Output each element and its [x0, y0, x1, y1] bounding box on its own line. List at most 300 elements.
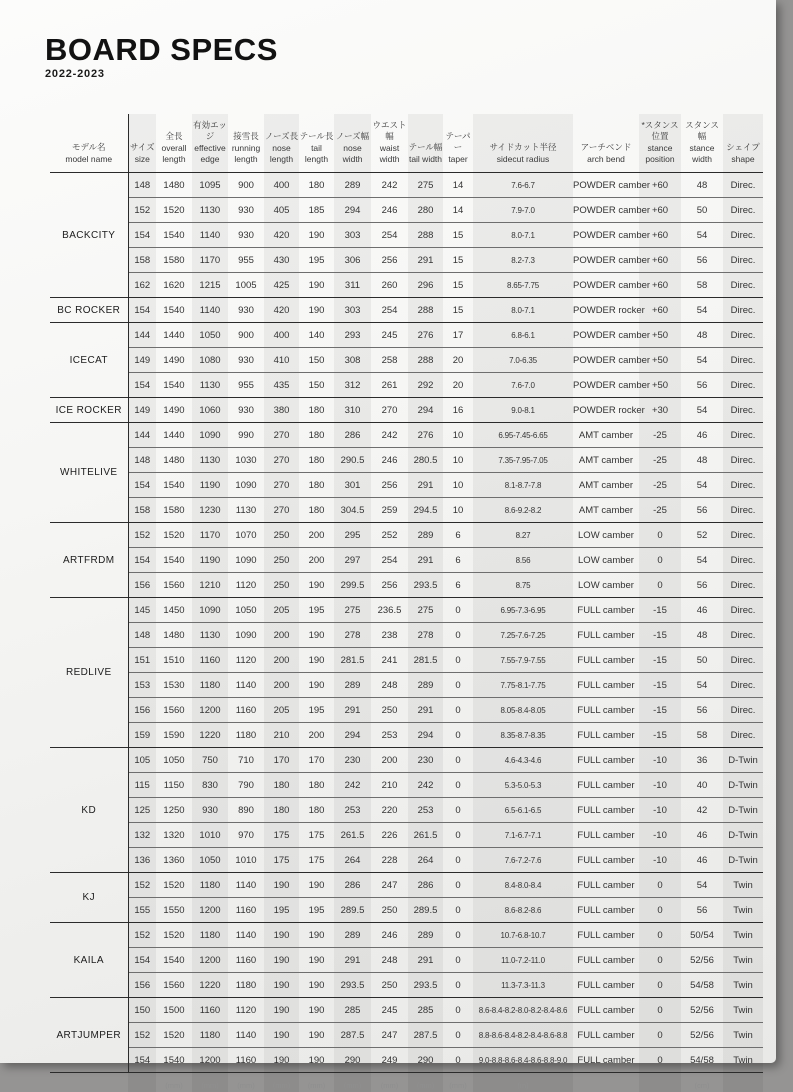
spec-cell: 210	[371, 773, 408, 798]
header-cell-stance-position	[639, 114, 681, 173]
spec-cell: 0	[443, 848, 473, 873]
header-label-jp: 接雪長	[233, 131, 259, 142]
spec-cell: 7.75-8.1-7.75	[473, 673, 573, 698]
header-label-jp: テーパー	[445, 130, 471, 153]
spec-cell: 190	[264, 973, 299, 998]
spec-cell: 175	[264, 823, 299, 848]
table-row	[50, 998, 763, 1023]
spec-cell: 256	[371, 573, 408, 598]
spec-cell: 56	[681, 898, 723, 923]
spec-cell: 36	[681, 748, 723, 773]
spec-cell: 1520	[156, 198, 192, 223]
spec-cell: 0	[443, 798, 473, 823]
spec-cell: +60	[639, 273, 681, 298]
spec-cell: 275	[334, 598, 371, 623]
header-cell-tail-length	[299, 114, 334, 173]
specs-table	[50, 114, 763, 1092]
spec-cell: D-Twin	[723, 748, 763, 773]
spec-cell: 115	[128, 773, 156, 798]
spec-cell: 1540	[156, 298, 192, 323]
spec-cell: 294	[408, 723, 443, 748]
table-row	[50, 848, 763, 873]
spec-cell: 190	[299, 623, 334, 648]
spec-cell: 0	[639, 948, 681, 973]
spec-cell: 0	[639, 898, 681, 923]
spec-cell: 259	[371, 498, 408, 523]
spec-cell: +60	[639, 298, 681, 323]
header-cell-size	[128, 114, 156, 173]
spec-cell: 205	[264, 598, 299, 623]
spec-cell: 254	[371, 548, 408, 573]
spec-cell: 1620	[156, 273, 192, 298]
spec-cell: 56	[681, 573, 723, 598]
spec-cell: 1540	[156, 473, 192, 498]
spec-cell: 1130	[192, 448, 228, 473]
spec-cell: 1005	[228, 273, 264, 298]
table-row	[50, 373, 763, 398]
spec-cell: 400	[264, 323, 299, 348]
spec-cell: 180	[299, 398, 334, 423]
spec-cell: Direc.	[723, 298, 763, 323]
spec-cell: 195	[299, 248, 334, 273]
spec-cell: 930	[192, 798, 228, 823]
spec-cell: 152	[128, 923, 156, 948]
spec-cell: 190	[299, 648, 334, 673]
spec-cell: 17	[443, 323, 473, 348]
spec-cell: 955	[228, 248, 264, 273]
table-row	[50, 898, 763, 923]
spec-cell: Direc.	[723, 698, 763, 723]
table-row	[50, 423, 763, 448]
header-cell-taper	[443, 114, 473, 173]
spec-cell: POWDER camber	[573, 273, 639, 298]
spec-cell: 0	[639, 998, 681, 1023]
spec-cell: 1170	[192, 523, 228, 548]
spec-cell: 1050	[192, 323, 228, 348]
spec-cell: 289	[334, 923, 371, 948]
spec-cell: 185	[299, 198, 334, 223]
spec-cell: 6	[443, 523, 473, 548]
spec-cell: 195	[299, 698, 334, 723]
table-row	[50, 973, 763, 998]
spec-cell: 148	[128, 623, 156, 648]
spec-cell: 241	[371, 648, 408, 673]
spec-cell: 291	[334, 698, 371, 723]
spec-cell: 890	[228, 798, 264, 823]
spec-cell: 1140	[192, 298, 228, 323]
spec-cell: 245	[371, 323, 408, 348]
spec-cell: 170	[264, 748, 299, 773]
spec-cell: 261.5	[408, 823, 443, 848]
spec-cell: 238	[371, 623, 408, 648]
spec-cell: -15	[639, 648, 681, 673]
spec-cell: 289	[408, 923, 443, 948]
spec-cell: 46	[681, 423, 723, 448]
specs-table-body	[50, 173, 763, 1073]
spec-cell: 154	[128, 1048, 156, 1073]
table-row	[50, 198, 763, 223]
spec-cell: 149	[128, 348, 156, 373]
spec-cell: 230	[334, 748, 371, 773]
spec-cell: 270	[264, 498, 299, 523]
header-label-en: tail width	[408, 153, 443, 164]
spec-cell: 1480	[156, 623, 192, 648]
spec-cell: 275	[408, 173, 443, 198]
spec-cell: 289.5	[408, 898, 443, 923]
spec-cell: 140	[299, 323, 334, 348]
spec-cell: Direc.	[723, 348, 763, 373]
spec-cell: 900	[228, 173, 264, 198]
spec-cell: D-Twin	[723, 773, 763, 798]
spec-cell: 46	[681, 823, 723, 848]
spec-cell: 7.9-7.0	[473, 198, 573, 223]
spec-cell: Direc.	[723, 273, 763, 298]
table-row	[50, 348, 763, 373]
spec-cell: 261.5	[334, 823, 371, 848]
spec-cell: 1580	[156, 248, 192, 273]
spec-cell: Direc.	[723, 473, 763, 498]
spec-cell: 260	[371, 273, 408, 298]
spec-cell: 7.6-6.7	[473, 173, 573, 198]
spec-cell: 930	[228, 198, 264, 223]
spec-cell: -10	[639, 823, 681, 848]
spec-cell: 291	[408, 248, 443, 273]
spec-cell: 308	[334, 348, 371, 373]
spec-cell: 56	[681, 498, 723, 523]
spec-cell: Twin	[723, 873, 763, 898]
spec-cell: 40	[681, 773, 723, 798]
spec-cell: 175	[264, 848, 299, 873]
header-cell-sidecut-radius	[473, 114, 573, 173]
spec-cell: 10	[443, 473, 473, 498]
spec-cell: 180	[299, 473, 334, 498]
spec-cell: 430	[264, 248, 299, 273]
spec-cell: 289	[408, 673, 443, 698]
spec-cell: 710	[228, 748, 264, 773]
spec-cell: 0	[443, 823, 473, 848]
spec-cell: 180	[299, 173, 334, 198]
spec-cell: POWDER camber	[573, 373, 639, 398]
spec-cell: 281.5	[334, 648, 371, 673]
spec-cell: Direc.	[723, 223, 763, 248]
spec-cell: FULL camber	[573, 848, 639, 873]
spec-cell: Direc.	[723, 598, 763, 623]
spec-cell: 294	[334, 198, 371, 223]
spec-cell: 10	[443, 448, 473, 473]
spec-cell: 248	[371, 673, 408, 698]
spec-cell: 152	[128, 198, 156, 223]
spec-cell: POWDER camber	[573, 348, 639, 373]
spec-cell: +50	[639, 323, 681, 348]
spec-cell: 10.7-6.8-10.7	[473, 923, 573, 948]
spec-cell: Twin	[723, 948, 763, 973]
spec-cell: 46	[681, 598, 723, 623]
spec-cell: Direc.	[723, 623, 763, 648]
spec-cell: 56	[681, 698, 723, 723]
spec-cell: 0	[639, 523, 681, 548]
header-row	[50, 114, 763, 173]
spec-cell: 132	[128, 823, 156, 848]
spec-cell: 8.6-8.4-8.2-8.0-8.2-8.4-8.6	[473, 998, 573, 1023]
spec-cell: 200	[371, 748, 408, 773]
spec-cell: 290	[408, 1048, 443, 1073]
spec-cell: 6.8-6.1	[473, 323, 573, 348]
spec-cell: 148	[128, 448, 156, 473]
spec-cell: 15	[443, 223, 473, 248]
spec-cell: 1520	[156, 923, 192, 948]
spec-cell: 292	[408, 373, 443, 398]
spec-cell: 1050	[228, 598, 264, 623]
spec-cell: 0	[443, 648, 473, 673]
spec-cell: 0	[443, 898, 473, 923]
spec-cell: Direc.	[723, 423, 763, 448]
spec-cell: 1230	[192, 498, 228, 523]
spec-cell: 0	[443, 998, 473, 1023]
header-label-jp: アーチベンド	[580, 142, 632, 153]
spec-cell: -10	[639, 773, 681, 798]
spec-cell: 1130	[192, 373, 228, 398]
spec-cell: 276	[408, 323, 443, 348]
spec-cell: 288	[408, 348, 443, 373]
spec-cell: 150	[299, 348, 334, 373]
spec-cell: 56	[681, 248, 723, 273]
spec-cell: 0	[443, 698, 473, 723]
spec-cell: 54	[681, 548, 723, 573]
spec-cell: 293	[334, 323, 371, 348]
spec-cell: -25	[639, 498, 681, 523]
spec-cell: 1080	[192, 348, 228, 373]
spec-cell: 246	[371, 198, 408, 223]
spec-cell: 1170	[192, 248, 228, 273]
spec-cell: 253	[334, 798, 371, 823]
spec-cell: 7.25-7.6-7.25	[473, 623, 573, 648]
table-row	[50, 573, 763, 598]
spec-cell: 250	[264, 548, 299, 573]
spec-cell: 1190	[192, 473, 228, 498]
spec-cell: FULL camber	[573, 598, 639, 623]
table-row	[50, 923, 763, 948]
spec-cell: 275	[408, 598, 443, 623]
spec-cell: 930	[228, 223, 264, 248]
spec-cell: 1120	[228, 573, 264, 598]
spec-cell: 190	[299, 1023, 334, 1048]
spec-cell: 246	[371, 448, 408, 473]
spec-cell: FULL camber	[573, 798, 639, 823]
header-label-jp: サイドカット半径	[489, 142, 557, 153]
spec-cell: -15	[639, 673, 681, 698]
spec-cell: Direc.	[723, 173, 763, 198]
spec-cell: 1070	[228, 523, 264, 548]
spec-cell: 281.5	[408, 648, 443, 673]
spec-cell: POWDER rocker	[573, 298, 639, 323]
spec-cell: Direc.	[723, 248, 763, 273]
spec-cell: 1160	[228, 698, 264, 723]
spec-cell: LOW camber	[573, 548, 639, 573]
spec-cell: 252	[371, 523, 408, 548]
model-name-cell: ICE ROCKER	[50, 398, 128, 423]
header-label-jp: ウエスト幅	[372, 120, 407, 142]
table-row	[50, 723, 763, 748]
spec-cell: LOW camber	[573, 573, 639, 598]
spec-cell: Twin	[723, 998, 763, 1023]
spec-cell: 190	[264, 948, 299, 973]
spec-cell: 6.95-7.3-6.95	[473, 598, 573, 623]
table-row	[50, 398, 763, 423]
spec-cell: -25	[639, 473, 681, 498]
spec-cell: 48	[681, 623, 723, 648]
spec-cell: 200	[299, 723, 334, 748]
spec-cell: 294.5	[408, 498, 443, 523]
title-block	[45, 34, 278, 80]
spec-cell: 7.55-7.9-7.55	[473, 648, 573, 673]
spec-cell: 152	[128, 1023, 156, 1048]
spec-cell: 296	[408, 273, 443, 298]
spec-cell: 293.5	[408, 573, 443, 598]
table-row	[50, 673, 763, 698]
spec-cell: 10	[443, 498, 473, 523]
spec-cell: 54	[681, 298, 723, 323]
spec-cell: 15	[443, 248, 473, 273]
spec-cell: 270	[264, 423, 299, 448]
spec-cell: 1160	[192, 998, 228, 1023]
spec-cell: 20	[443, 348, 473, 373]
model-name-cell: ARTFRDM	[50, 523, 128, 598]
spec-cell: 264	[408, 848, 443, 873]
spec-cell: 287.5	[408, 1023, 443, 1048]
spec-cell: 56	[681, 373, 723, 398]
spec-cell: -15	[639, 598, 681, 623]
spec-cell: 248	[371, 948, 408, 973]
spec-cell: 54	[681, 398, 723, 423]
spec-cell: 420	[264, 298, 299, 323]
spec-cell: 1090	[228, 623, 264, 648]
spec-cell: 154	[128, 548, 156, 573]
header-label-jp: テール長	[299, 131, 334, 142]
spec-cell: 15	[443, 298, 473, 323]
table-row	[50, 298, 763, 323]
spec-cell: 54/58	[681, 973, 723, 998]
spec-cell: 0	[443, 748, 473, 773]
spec-cell: FULL camber	[573, 923, 639, 948]
table-row	[50, 1023, 763, 1048]
spec-cell: 7.35-7.95-7.05	[473, 448, 573, 473]
spec-cell: Direc.	[723, 573, 763, 598]
spec-cell: 0	[639, 1023, 681, 1048]
spec-cell: 1500	[156, 998, 192, 1023]
spec-cell: 285	[408, 998, 443, 1023]
unit-cell: (mm)	[192, 1073, 228, 1092]
spec-cell: 7.6-7.0	[473, 373, 573, 398]
spec-cell: 261	[371, 373, 408, 398]
spec-cell: 8.05-8.4-8.05	[473, 698, 573, 723]
spec-cell: 1215	[192, 273, 228, 298]
header-label-en: sidecut radius	[496, 153, 550, 164]
table-row	[50, 748, 763, 773]
spec-cell: 58	[681, 273, 723, 298]
spec-cell: 226	[371, 823, 408, 848]
spec-cell: 247	[371, 873, 408, 898]
spec-cell: 1550	[156, 898, 192, 923]
spec-cell: D-Twin	[723, 823, 763, 848]
spec-cell: 1095	[192, 173, 228, 198]
spec-cell: FULL camber	[573, 898, 639, 923]
spec-cell: 190	[299, 573, 334, 598]
spec-cell: 1120	[228, 648, 264, 673]
spec-cell: 0	[443, 623, 473, 648]
spec-cell: 154	[128, 223, 156, 248]
spec-cell: 159	[128, 723, 156, 748]
unit-cell	[723, 1073, 763, 1092]
spec-cell: 48	[681, 448, 723, 473]
spec-cell: 190	[299, 298, 334, 323]
spec-cell: 1190	[192, 548, 228, 573]
spec-cell: 276	[408, 423, 443, 448]
unit-cell: (mm)	[264, 1073, 299, 1092]
spec-cell: 228	[371, 848, 408, 873]
spec-cell: 1160	[228, 948, 264, 973]
spec-cell: 175	[299, 848, 334, 873]
spec-cell: 54	[681, 873, 723, 898]
spec-cell: Direc.	[723, 323, 763, 348]
spec-cell: 1540	[156, 373, 192, 398]
spec-cell: 254	[371, 298, 408, 323]
spec-cell: 5.3-5.0-5.3	[473, 773, 573, 798]
spec-cell: 256	[371, 248, 408, 273]
spec-cell: 190	[299, 873, 334, 898]
header-label-en: running length	[231, 142, 261, 164]
spec-cell: 955	[228, 373, 264, 398]
spec-cell: +60	[639, 248, 681, 273]
spec-cell: 1250	[156, 798, 192, 823]
spec-cell: 190	[299, 223, 334, 248]
table-row	[50, 623, 763, 648]
spec-cell: 310	[334, 398, 371, 423]
spec-cell: 190	[299, 998, 334, 1023]
spec-cell: 1490	[156, 398, 192, 423]
spec-cell: 136	[128, 848, 156, 873]
spec-cell: 52/56	[681, 948, 723, 973]
spec-cell: 1590	[156, 723, 192, 748]
spec-cell: Twin	[723, 973, 763, 998]
spec-cell: FULL camber	[573, 698, 639, 723]
header-label-jp: ノーズ長	[264, 131, 299, 142]
header-cell-model-name	[50, 114, 128, 173]
spec-cell: 1160	[228, 1048, 264, 1073]
spec-cell: 180	[299, 423, 334, 448]
spec-cell: FULL camber	[573, 773, 639, 798]
spec-cell: 54	[681, 673, 723, 698]
unit-cell	[50, 1073, 128, 1092]
spec-cell: 293.5	[334, 973, 371, 998]
spec-cell: POWDER camber	[573, 173, 639, 198]
units-row	[50, 1073, 763, 1092]
spec-cell: 48	[681, 173, 723, 198]
header-cell-tail-width	[408, 114, 443, 173]
spec-cell: 125	[128, 798, 156, 823]
model-name-cell: ARTJUMPER	[50, 998, 128, 1073]
spec-cell: 46	[681, 848, 723, 873]
spec-cell: 435	[264, 373, 299, 398]
spec-cell: 1130	[192, 198, 228, 223]
spec-cell: 1180	[192, 873, 228, 898]
spec-cell: POWDER rocker	[573, 398, 639, 423]
spec-cell: 280	[408, 198, 443, 223]
spec-cell: 190	[299, 1048, 334, 1073]
spec-cell: 242	[408, 773, 443, 798]
spec-cell: 410	[264, 348, 299, 373]
spec-cell: Direc.	[723, 523, 763, 548]
spec-cell: 1200	[192, 948, 228, 973]
